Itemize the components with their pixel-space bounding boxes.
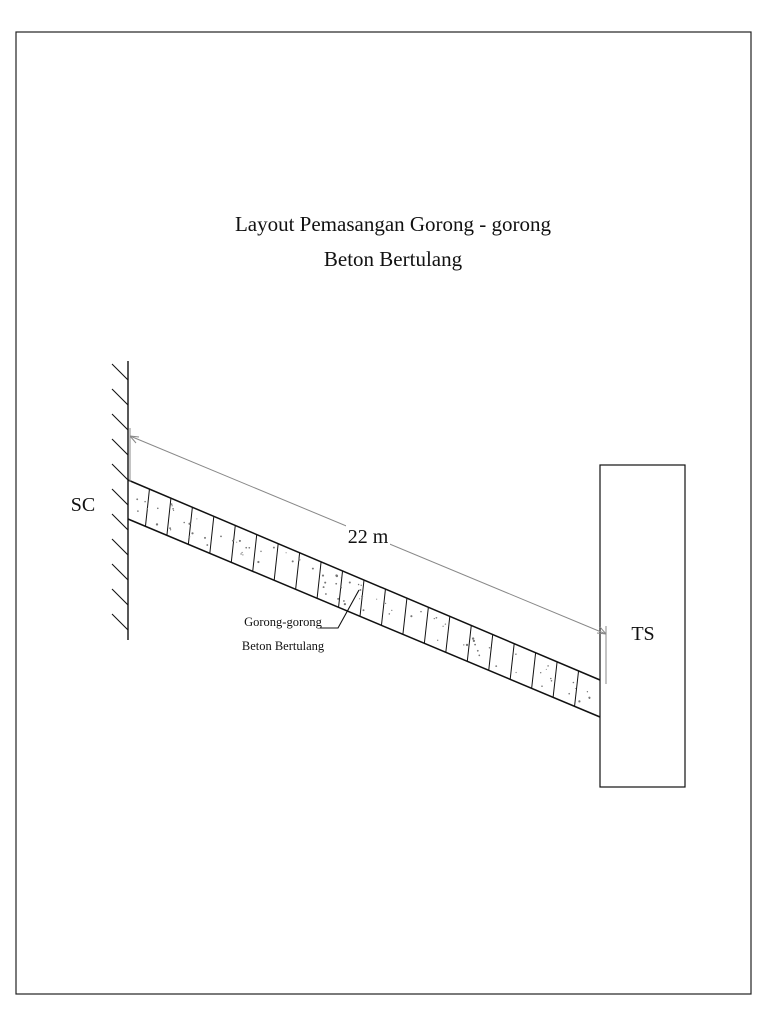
concrete-speck xyxy=(420,611,422,613)
concrete-speck xyxy=(541,685,543,687)
ts-label: TS xyxy=(631,623,655,645)
concrete-speck xyxy=(242,554,243,555)
concrete-speck xyxy=(466,644,468,646)
concrete-speck xyxy=(172,508,174,510)
wall-hatch-line xyxy=(112,589,128,605)
concrete-speck xyxy=(359,589,361,591)
culvert-joint xyxy=(253,535,257,572)
culvert-joint xyxy=(532,653,536,689)
wall-hatch-line xyxy=(112,389,128,405)
concrete-speck xyxy=(157,507,159,509)
concrete-speck xyxy=(436,617,438,619)
concrete-speck xyxy=(575,688,576,689)
concrete-speck xyxy=(361,595,363,597)
concrete-speck xyxy=(188,536,190,538)
concrete-speck xyxy=(323,586,325,588)
culvert-joint xyxy=(553,662,557,698)
culvert-joint xyxy=(381,589,385,625)
concrete-speck xyxy=(358,584,360,586)
culvert-joint xyxy=(489,635,493,671)
wall-hatch-line xyxy=(112,364,128,380)
concrete-speck xyxy=(515,653,516,654)
wall-hatch-line xyxy=(112,439,128,455)
concrete-speck xyxy=(236,542,237,543)
concrete-speck xyxy=(137,510,139,512)
culvert-label-line1: Gorong-gorong xyxy=(244,615,322,629)
concrete-speck xyxy=(325,593,327,595)
concrete-speck xyxy=(286,552,287,553)
concrete-speck xyxy=(156,523,158,525)
concrete-speck xyxy=(437,640,438,641)
concrete-speck xyxy=(239,540,241,542)
concrete-speck xyxy=(136,498,138,500)
dimension-label: 22 m xyxy=(347,526,389,548)
concrete-speck xyxy=(173,510,174,511)
concrete-speck xyxy=(343,600,345,602)
concrete-speck xyxy=(273,547,275,549)
wall-hatch-line xyxy=(112,489,128,505)
concrete-speck xyxy=(587,691,588,692)
concrete-speck xyxy=(322,575,324,577)
concrete-speck xyxy=(349,581,351,583)
concrete-speck xyxy=(260,551,261,552)
culvert-joint xyxy=(210,516,214,553)
concrete-speck xyxy=(391,610,392,611)
culvert-joint xyxy=(339,571,343,607)
concrete-speck xyxy=(442,626,443,627)
wall-hatch-line xyxy=(112,564,128,580)
concrete-speck xyxy=(472,637,474,639)
concrete-speck xyxy=(341,577,342,578)
wall-hatch-line xyxy=(112,514,128,530)
culvert-joint xyxy=(467,625,471,661)
culvert-label-line2: Beton Bertulang xyxy=(241,639,325,653)
concrete-speck xyxy=(445,623,446,624)
drawing-title-line1: Layout Pemasangan Gorong - gorong xyxy=(234,212,552,236)
concrete-speck xyxy=(196,518,197,519)
concrete-speck xyxy=(589,698,590,699)
concrete-speck xyxy=(240,553,241,554)
culvert-pipe xyxy=(128,480,600,717)
concrete-speck xyxy=(516,672,517,673)
culvert-joint xyxy=(274,544,278,581)
concrete-speck xyxy=(359,598,360,599)
culvert-bottom-edge xyxy=(128,519,600,717)
concrete-speck xyxy=(344,603,346,605)
wall-hatch-line xyxy=(112,539,128,555)
culvert-joint xyxy=(296,553,300,590)
concrete-speck xyxy=(232,540,234,542)
culvert-joint xyxy=(510,644,514,680)
concrete-speck xyxy=(540,672,541,673)
concrete-speck xyxy=(473,640,475,642)
drawing-title-line2: Beton Bertulang xyxy=(323,247,463,271)
concrete-speck xyxy=(191,532,193,534)
sc-wall xyxy=(112,361,128,640)
concrete-speck xyxy=(389,613,391,615)
wall-hatch-line xyxy=(112,614,128,630)
concrete-speck xyxy=(463,644,464,645)
concrete-speck xyxy=(385,603,386,604)
concrete-speck xyxy=(573,682,575,684)
culvert-joint xyxy=(231,525,235,562)
concrete-speck xyxy=(495,665,497,667)
concrete-speck xyxy=(147,508,148,509)
concrete-speck xyxy=(324,582,326,584)
concrete-speck xyxy=(171,503,173,505)
concrete-speck xyxy=(188,523,190,525)
concrete-speck xyxy=(335,574,337,576)
concrete-speck xyxy=(550,678,552,680)
concrete-speck xyxy=(298,559,300,561)
concrete-speck xyxy=(248,547,250,549)
culvert-joint xyxy=(145,489,149,526)
concrete-speck xyxy=(204,537,206,539)
concrete-speck xyxy=(292,560,294,562)
culvert-joint xyxy=(317,562,321,599)
concrete-speck xyxy=(568,693,570,695)
concrete-speck xyxy=(434,618,435,619)
concrete-speck xyxy=(241,552,242,553)
wall-hatch-line xyxy=(112,414,128,430)
concrete-speck xyxy=(312,568,314,570)
concrete-speck xyxy=(341,587,342,588)
concrete-speck xyxy=(144,501,146,503)
concrete-speck xyxy=(547,665,549,667)
concrete-speck xyxy=(361,585,362,586)
concrete-speck xyxy=(335,583,337,585)
concrete-speck xyxy=(183,522,185,524)
culvert-joint xyxy=(424,607,428,643)
wall-hatch-line xyxy=(112,464,128,480)
concrete-speck xyxy=(410,615,412,617)
concrete-speck xyxy=(220,536,222,538)
concrete-speck xyxy=(376,599,377,600)
concrete-speck xyxy=(257,561,259,563)
concrete-speck xyxy=(170,529,171,530)
concrete-speck xyxy=(546,669,547,670)
concrete-speck xyxy=(206,544,208,546)
concrete-speck xyxy=(477,650,479,652)
dimension-line xyxy=(130,428,606,684)
concrete-speck xyxy=(337,598,339,600)
concrete-speck xyxy=(474,644,476,646)
culvert-joint xyxy=(446,616,450,652)
concrete-speck xyxy=(478,655,480,657)
wall-hatching xyxy=(112,364,128,630)
concrete-speck xyxy=(363,609,365,611)
sc-label: SC xyxy=(70,494,96,516)
concrete-speck xyxy=(489,647,491,649)
concrete-speck xyxy=(245,547,247,549)
concrete-speck xyxy=(551,680,553,682)
concrete-speck xyxy=(578,700,580,702)
concrete-speck xyxy=(169,527,171,529)
culvert-joint xyxy=(188,507,192,544)
concrete-speck xyxy=(171,505,172,506)
culvert-joint xyxy=(403,598,407,634)
